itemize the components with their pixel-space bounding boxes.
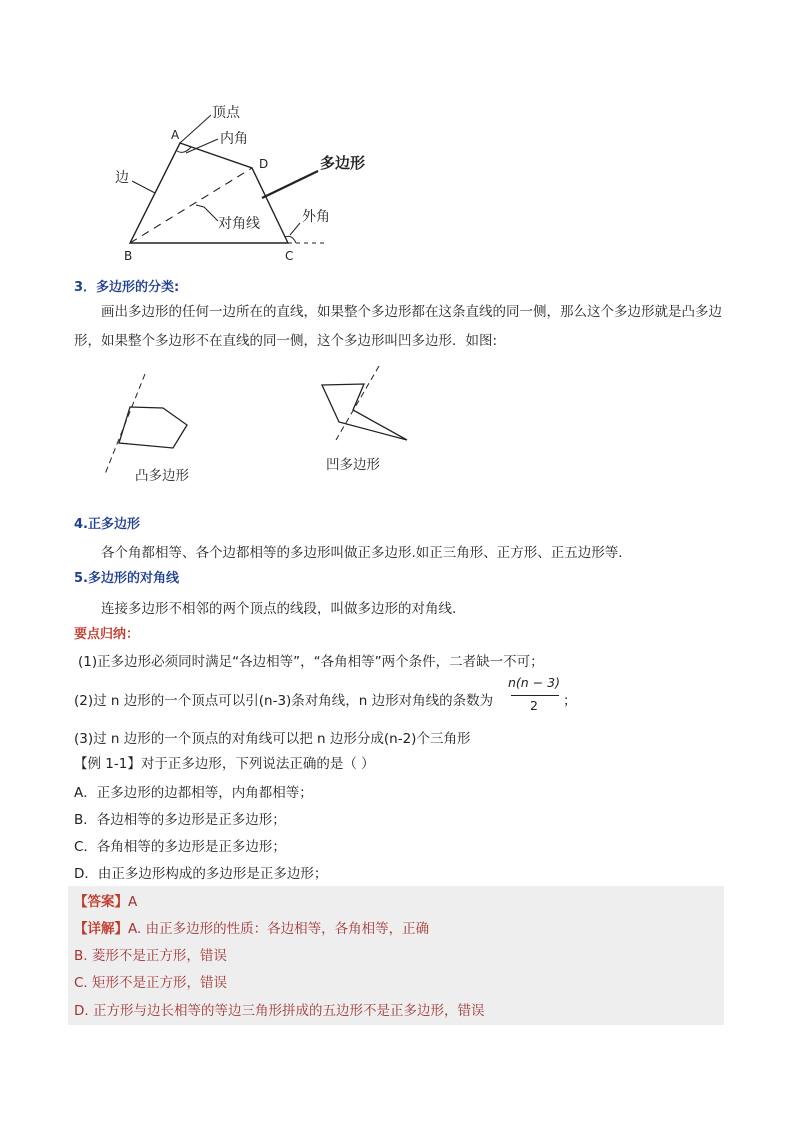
concave-reference-line — [336, 366, 379, 440]
convex-concave-figure — [95, 362, 425, 490]
label-b: B — [124, 249, 133, 263]
answer-tag: 【答案】 — [74, 894, 128, 910]
section4-heading: 4.正多边形 — [74, 517, 140, 532]
option-c: C．各角相等的多边形是正多边形； — [74, 839, 286, 855]
detail-line-b: B. 菱形不是正方形，错误 — [74, 948, 227, 964]
label-exterior-angle: 外角 — [302, 209, 330, 225]
formula-denominator: 2 — [530, 698, 538, 713]
detail-text-a: A. 由正多边形的性质：各边相等，各角相等，正确 — [128, 921, 430, 937]
answer-value: A — [128, 894, 138, 910]
detail-line-a — [74, 917, 429, 937]
concave-polygon — [322, 384, 407, 440]
key-points-title: 要点归纳： — [74, 627, 140, 642]
exterior-leader — [290, 223, 300, 235]
label-polygon: 多边形 — [320, 154, 366, 172]
key-point-1: (1)正多边形必须同时满足“各边相等”，“各角相等”两个条件，二者缺一不可； — [78, 654, 544, 670]
convex-label: 凸多边形 — [135, 468, 189, 484]
section4-paragraph: 各个角都相等、各个边都相等的多边形叫做正多边形.如正三角形、正方形、正五边形等． — [101, 545, 632, 561]
detail-line-d: D. 正方形与边长相等的等边三角形拼成的五边形不是正多边形，错误 — [74, 1003, 485, 1019]
section3-heading: 3．多边形的分类: — [74, 280, 180, 295]
section5-paragraph: 连接多边形不相邻的两个顶点的线段，叫做多边形的对角线. — [101, 601, 457, 617]
key-point-2-end: ； — [563, 693, 577, 709]
formula-fraction-bar — [511, 695, 559, 696]
option-d: D．由正多边形构成的多边形是正多边形； — [74, 866, 328, 882]
label-interior-angle: 内角 — [220, 131, 248, 147]
diagonal-count-formula — [507, 675, 561, 715]
label-a: A — [171, 128, 180, 142]
vertex-leader — [180, 115, 211, 143]
key-point-3: (3)过 n 边形的一个顶点的对角线可以把 n 边形分成(n-2)个三角形 — [74, 731, 471, 747]
detail-tag: 【详解】 — [74, 921, 128, 937]
polygon-leader — [262, 171, 318, 198]
option-b: B．各边相等的多边形是正多边形； — [74, 812, 286, 828]
answer-line — [74, 890, 137, 910]
diagonal-leader — [196, 205, 218, 221]
label-d: D — [259, 157, 269, 171]
concave-label: 凹多边形 — [326, 457, 380, 473]
example-question: 【例 1-1】对于正多边形，下列说法正确的是（ ） — [74, 756, 375, 772]
polygon-parts-figure — [100, 95, 380, 270]
section3-paragraph: 画出多边形的任何一边所在的直线，如果整个多边形都在这条直线的同一侧，那么这个多边形就是凸多边形，如果整个多边形不在直线的同一侧，这个多边形叫凹多边形．如图: — [74, 304, 722, 349]
option-a: A．正多边形的边都相等，内角都相等； — [74, 785, 313, 801]
label-vertex: 顶点 — [212, 105, 240, 121]
detail-line-c: C. 矩形不是正方形，错误 — [74, 975, 228, 991]
formula-numerator: n(n − 3) — [508, 675, 560, 690]
key-point-2: (2)过 n 边形的一个顶点可以引(n-3)条对角线，n 边形对角线的条数为 — [74, 693, 494, 709]
side-leader — [132, 181, 155, 193]
label-side: 边 — [115, 170, 129, 186]
label-c: C — [285, 249, 294, 263]
section5-heading: 5.多边形的对角线 — [74, 571, 179, 586]
label-diagonal: 对角线 — [218, 216, 260, 232]
